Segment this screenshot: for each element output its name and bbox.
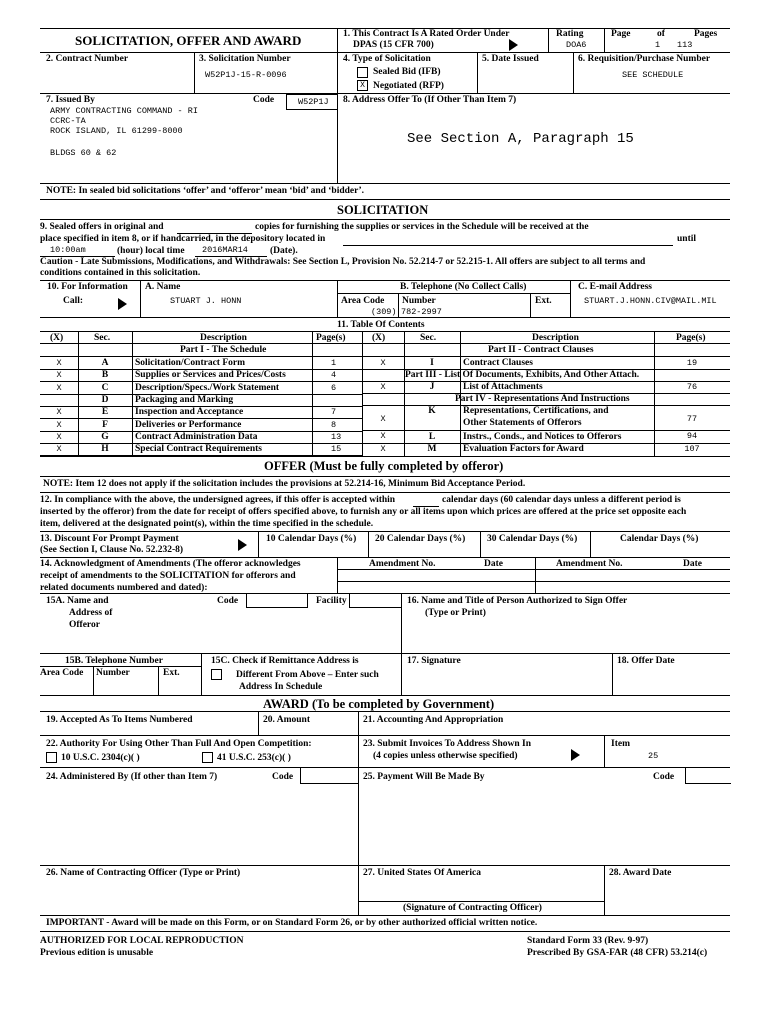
footer-authorized: AUTHORIZED FOR LOCAL REPRODUCTION bbox=[40, 936, 244, 946]
hour-local-label: (hour) local time bbox=[117, 246, 185, 256]
toc-col-pages-right: Page(s) bbox=[676, 333, 706, 343]
item19-label: 19. Accepted As To Items Numbered bbox=[46, 715, 193, 725]
email-label: C. E-mail Address bbox=[578, 282, 652, 292]
depository-field[interactable] bbox=[343, 245, 673, 246]
toc-row-i-pages[interactable]: 19 bbox=[686, 358, 698, 368]
pages-label: Pages bbox=[694, 29, 718, 39]
item15a-label-3: Offeror bbox=[69, 620, 100, 630]
rated-order-label: 1. This Contract Is A Rated Order Under bbox=[343, 29, 510, 39]
amendment-no-label-1: Amendment No. bbox=[369, 559, 436, 569]
date-issued-label: 5. Date Issued bbox=[482, 54, 539, 64]
toc-col-pages: Page(s) bbox=[316, 333, 346, 343]
address-offer-label: 8. Address Offer To (If Other Than Item 7) bbox=[343, 95, 517, 105]
ext-label: Ext. bbox=[535, 296, 552, 306]
item25-code-label: Code bbox=[653, 772, 675, 782]
amendment-no-label-2: Amendment No. bbox=[556, 559, 623, 569]
rating-label: Rating bbox=[556, 29, 584, 39]
important-note: IMPORTANT - Award will be made on this Form, or on Standard Form 26, or by other authorized official written notice. bbox=[46, 918, 538, 928]
area-code-value[interactable]: (309) bbox=[371, 307, 397, 317]
item13-label-2: (See Section I, Clause No. 52.232-8) bbox=[40, 545, 184, 555]
amendment-date-label-1: Date bbox=[484, 559, 503, 569]
requisition-value[interactable]: SEE SCHEDULE bbox=[622, 70, 684, 80]
item25-label: 25. Payment Will Be Made By bbox=[363, 772, 485, 782]
telephone-label: B. Telephone (No Collect Calls) bbox=[400, 282, 527, 292]
toc-row-m-desc: Evaluation Factors for Award bbox=[463, 444, 584, 454]
toc-row-pages[interactable]: 4 bbox=[331, 370, 337, 380]
item23-item-label: Item bbox=[611, 739, 630, 749]
toc-col-desc: Description bbox=[200, 333, 247, 343]
offeror-code-label: Code bbox=[217, 596, 239, 606]
award-heading: AWARD (To be completed by Government) bbox=[263, 697, 495, 711]
toc-row-l-pages[interactable]: 94 bbox=[686, 431, 698, 441]
solicitation-number-label: 3. Solicitation Number bbox=[199, 54, 291, 64]
item15c-label-1: 15C. Check if Remittance Address is bbox=[211, 656, 359, 666]
footer-form-number: Standard Form 33 (Rev. 9-97) bbox=[527, 936, 649, 946]
offeror-ext-label: Ext. bbox=[163, 668, 180, 678]
toc-row-j-desc: List of Attachments bbox=[463, 382, 543, 392]
toc-row-pages[interactable]: 13 bbox=[331, 432, 342, 442]
toc-row-desc: Solicitation/Contract Form bbox=[135, 358, 246, 368]
toc-row-i-desc: Contract Clauses bbox=[463, 358, 533, 368]
usc-253-checkbox[interactable] bbox=[202, 752, 213, 763]
facility-field[interactable] bbox=[349, 594, 402, 608]
amendment-date-label-2: Date bbox=[683, 559, 702, 569]
toc-row-j-sec: J bbox=[429, 382, 435, 392]
item12-text-1b: calendar days (60 calendar days unless a different period is bbox=[442, 495, 681, 505]
toc-row-i-x[interactable]: X bbox=[380, 358, 386, 368]
date-value[interactable]: 2016MAR14 bbox=[202, 245, 248, 255]
remittance-checkbox[interactable] bbox=[211, 669, 222, 680]
toc-row-x[interactable]: X bbox=[56, 370, 62, 380]
toc-row-x[interactable]: X bbox=[56, 444, 62, 454]
toc-row-m-x[interactable]: X bbox=[380, 444, 386, 454]
arrow-right-icon bbox=[118, 298, 127, 310]
call-label: Call: bbox=[63, 296, 84, 306]
for-information-label: 10. For Information bbox=[47, 282, 128, 292]
toc-row-k-desc-1: Representations, Certifications, and bbox=[463, 406, 609, 416]
sealed-bid-checkbox[interactable] bbox=[357, 67, 368, 78]
arrow-right-icon bbox=[571, 749, 580, 761]
item16-label-1: 16. Name and Title of Person Authorized to Sign Offer bbox=[407, 596, 628, 606]
toc-row-l-x[interactable]: X bbox=[380, 431, 386, 441]
signature-co-label: (Signature of Contracting Officer) bbox=[403, 903, 542, 913]
item20-label: 20. Amount bbox=[263, 715, 310, 725]
item15c-label-3: Address In Schedule bbox=[239, 682, 323, 692]
issued-by-label: 7. Issued By bbox=[46, 95, 95, 105]
arrow-right-icon bbox=[238, 539, 247, 551]
offeror-number-label: Number bbox=[96, 668, 130, 678]
sealed-bid-label: Sealed Bid (IFB) bbox=[373, 67, 441, 77]
date-label: (Date). bbox=[270, 246, 298, 256]
form-title: SOLICITATION, OFFER AND AWARD bbox=[75, 33, 302, 48]
toc-col-sec: Sec. bbox=[94, 333, 111, 343]
toc-row-m-sec: M bbox=[427, 444, 437, 454]
footer-previous-edition: Previous edition is unusable bbox=[40, 948, 154, 958]
item12-note: NOTE: Item 12 does not apply if the solicitation includes the provisions at 52.214-16, Minimum Bid Acceptance Period. bbox=[43, 479, 526, 489]
toc-row-sec: B bbox=[101, 370, 109, 380]
caution-line-2: conditions contained in this solicitation. bbox=[40, 268, 201, 278]
negotiated-checkbox[interactable]: X bbox=[357, 80, 368, 91]
number-label: Number bbox=[402, 296, 436, 306]
toc-row-sec: H bbox=[101, 444, 109, 454]
item14-label-1: 14. Acknowledgment of Amendments (The offeror acknowledges bbox=[40, 559, 301, 569]
discount-30-label: 30 Calendar Days (%) bbox=[487, 534, 578, 544]
toc-row-sec: G bbox=[101, 432, 109, 442]
toc-part-2: Part II - Contract Clauses bbox=[488, 345, 594, 355]
toc-row-k-x[interactable]: X bbox=[380, 414, 386, 424]
toc-row-l-sec: L bbox=[428, 432, 436, 442]
toc-row-k-sec: K bbox=[428, 406, 436, 416]
usc-2304-label: 10 U.S.C. 2304(c)( ) bbox=[61, 753, 140, 763]
contact-name-label: A. Name bbox=[145, 282, 181, 292]
item9-text-c: place specified in item 8, or if handcarried, in the depository located in bbox=[40, 234, 326, 244]
usc-253-label: 41 U.S.C. 253(c)( ) bbox=[217, 753, 291, 763]
contact-name-value[interactable]: STUART J. HONN bbox=[170, 296, 242, 306]
toc-row-pages[interactable]: 15 bbox=[331, 444, 342, 454]
toc-row-sec: D bbox=[101, 395, 109, 405]
negotiated-label: Negotiated (RFP) bbox=[373, 81, 444, 91]
item13-label-1: 13. Discount For Prompt Payment bbox=[40, 534, 179, 544]
issuer-line-3: ROCK ISLAND, IL 61299-8000 bbox=[50, 126, 183, 136]
toc-row-sec: F bbox=[102, 420, 108, 430]
solicitation-heading: SOLICITATION bbox=[337, 203, 429, 217]
until-label: until bbox=[677, 234, 697, 244]
item22-label: 22. Authority For Using Other Than Full And Open Competition: bbox=[46, 739, 312, 749]
item23-item-value[interactable]: 25 bbox=[648, 751, 659, 761]
contract-number-label: 2. Contract Number bbox=[46, 54, 129, 64]
toc-row-pages[interactable]: 6 bbox=[331, 383, 337, 393]
footer-prescribed-by: Prescribed By GSA-FAR (48 CFR) 53.214(c) bbox=[527, 948, 708, 958]
caution-line-1: Caution - Late Submissions, Modifications, and Withdrawals: See Section L, Provision No. 52.214-7 or 52.215-1. All offers are subject to all terms and bbox=[40, 257, 646, 267]
item17-label: 17. Signature bbox=[407, 656, 461, 666]
toc-row-desc: Contract Administration Data bbox=[135, 432, 258, 442]
toc-part-3: Part III - List Of Documents, Exhibits, And Other Attach. bbox=[405, 370, 640, 380]
solicitation-type-label: 4. Type of Solicitation bbox=[343, 54, 431, 64]
issuer-line-2: CCRC-TA bbox=[50, 116, 86, 126]
item9-text-b: copies for furnishing the supplies or services in the Schedule will be received at the bbox=[255, 222, 589, 232]
toc-row-j-x[interactable]: X bbox=[380, 382, 386, 392]
item24-code-label: Code bbox=[272, 772, 294, 782]
page-label: Page bbox=[611, 29, 631, 39]
solicitation-number-value[interactable]: W52P1J-15-R-0096 bbox=[205, 70, 287, 80]
rating-value[interactable]: DOA6 bbox=[566, 40, 587, 50]
requisition-label: 6. Requisition/Purchase Number bbox=[578, 54, 711, 64]
item15a-label-2: Address of bbox=[69, 608, 113, 618]
item12-text-2: inserted by the offeror) from the date for receipt of offers specified above, to furnish any or all items upon which prices are offered at the price set opposite each bbox=[40, 507, 687, 517]
number-value[interactable]: 782-2997 bbox=[401, 307, 442, 317]
item12-text-1a: 12. In compliance with the above, the undersigned agrees, if this offer is accepted within bbox=[40, 495, 396, 505]
item23-label-1: 23. Submit Invoices To Address Shown In bbox=[363, 739, 531, 749]
area-code-label: Area Code bbox=[341, 296, 385, 306]
toc-row-sec: C bbox=[101, 383, 109, 393]
time-value[interactable]: 10:00am bbox=[50, 245, 86, 255]
toc-row-desc: Deliveries or Performance bbox=[135, 420, 242, 430]
toc-row-sec: A bbox=[101, 358, 109, 368]
toc-col-sec-right: Sec. bbox=[420, 333, 437, 343]
toc-row-pages[interactable]: 7 bbox=[331, 407, 337, 417]
offeror-area-code-label: Area Code bbox=[40, 668, 84, 678]
email-value[interactable]: STUART.J.HONN.CIV@MAIL.MIL bbox=[584, 296, 717, 306]
discount-10-label: 10 Calendar Days (%) bbox=[266, 534, 357, 544]
toc-row-x[interactable]: X bbox=[56, 432, 62, 442]
issued-by-code-label: Code bbox=[253, 95, 275, 105]
item14-label-3: related documents numbered and dated): bbox=[40, 583, 208, 593]
toc-row-desc: Packaging and Marking bbox=[135, 395, 234, 405]
item12-text-3: item, delivered at the designated point(s), within the time specified in the schedule. bbox=[40, 519, 374, 529]
issuer-line-1: ARMY CONTRACTING COMMAND - RI bbox=[50, 106, 198, 116]
item14-label-2: receipt of amendments to the SOLICITATION for offerors and bbox=[40, 571, 296, 581]
toc-row-x[interactable]: X bbox=[56, 358, 62, 368]
toc-row-x[interactable]: X bbox=[56, 383, 62, 393]
item9-text-a: 9. Sealed offers in original and bbox=[40, 222, 164, 232]
item26-label: 26. Name of Contracting Officer (Type or Print) bbox=[46, 868, 241, 878]
item23-label-2: (4 copies unless otherwise specified) bbox=[373, 751, 518, 761]
toc-row-pages[interactable]: 8 bbox=[331, 420, 337, 430]
toc-row-desc: Special Contract Requirements bbox=[135, 444, 263, 454]
arrow-right-icon bbox=[509, 39, 518, 51]
item25-code-field[interactable] bbox=[685, 767, 731, 784]
page-value[interactable]: 1 bbox=[655, 40, 661, 50]
item24-label: 24. Administered By (If other than Item 7) bbox=[46, 772, 218, 782]
item16-label-2: (Type or Print) bbox=[425, 608, 486, 618]
toc-row-sec: E bbox=[101, 407, 109, 417]
sealed-bid-note: NOTE: In sealed bid solicitations ‘offer’ and ‘offeror’ mean ‘bid’ and ‘bidder’. bbox=[46, 186, 365, 196]
item15c-label-2: Different From Above – Enter such bbox=[236, 670, 379, 680]
item18-label: 18. Offer Date bbox=[617, 656, 675, 666]
toc-row-x[interactable]: X bbox=[56, 420, 62, 430]
discount-cal-label: Calendar Days (%) bbox=[620, 534, 699, 544]
issuer-line-5: BLDGS 60 & 62 bbox=[50, 148, 117, 158]
toc-row-x[interactable]: X bbox=[56, 407, 62, 417]
toc-title: 11. Table Of Contents bbox=[337, 320, 425, 330]
discount-20-label: 20 Calendar Days (%) bbox=[375, 534, 466, 544]
toc-row-desc: Supplies or Services and Prices/Costs bbox=[135, 370, 286, 380]
toc-part-1: Part I - The Schedule bbox=[180, 345, 267, 355]
pages-value[interactable]: 113 bbox=[677, 40, 693, 50]
item27-label: 27. United States Of America bbox=[363, 868, 481, 878]
toc-row-m-pages[interactable]: 107 bbox=[684, 444, 700, 454]
toc-row-k-desc-2: Other Statements of Offerors bbox=[463, 418, 582, 428]
offeror-code-field[interactable] bbox=[246, 594, 308, 608]
item28-label: 28. Award Date bbox=[609, 868, 672, 878]
item15a-label-1: 15A. Name and bbox=[46, 596, 109, 606]
dpas-label: DPAS (15 CFR 700) bbox=[353, 40, 434, 50]
see-section-text: See Section A, Paragraph 15 bbox=[407, 131, 634, 147]
toc-row-pages[interactable]: 1 bbox=[331, 358, 337, 368]
toc-part-4: Part IV - Representations And Instructions bbox=[455, 394, 630, 404]
toc-row-i-sec: I bbox=[430, 358, 434, 368]
toc-row-k-pages[interactable]: 77 bbox=[686, 414, 698, 424]
toc-row-desc: Inspection and Acceptance bbox=[135, 407, 244, 417]
item21-label: 21. Accounting And Appropriation bbox=[363, 715, 504, 725]
issued-by-code-value[interactable]: W52P1J bbox=[298, 97, 329, 107]
toc-col-x-right: (X) bbox=[372, 333, 386, 343]
item15b-label: 15B. Telephone Number bbox=[65, 656, 163, 666]
usc-2304-checkbox[interactable] bbox=[46, 752, 57, 763]
toc-col-x: (X) bbox=[50, 333, 64, 343]
toc-col-desc-right: Description bbox=[532, 333, 579, 343]
toc-row-desc: Description/Specs./Work Statement bbox=[135, 383, 280, 393]
of-label: of bbox=[657, 29, 665, 39]
offer-heading: OFFER (Must be fully completed by offeror) bbox=[264, 459, 504, 473]
item24-code-field[interactable] bbox=[300, 767, 359, 784]
facility-label: Facility bbox=[316, 596, 347, 606]
toc-row-j-pages[interactable]: 76 bbox=[686, 382, 698, 392]
toc-row-l-desc: Instrs., Conds., and Notices to Offerors bbox=[463, 432, 622, 442]
